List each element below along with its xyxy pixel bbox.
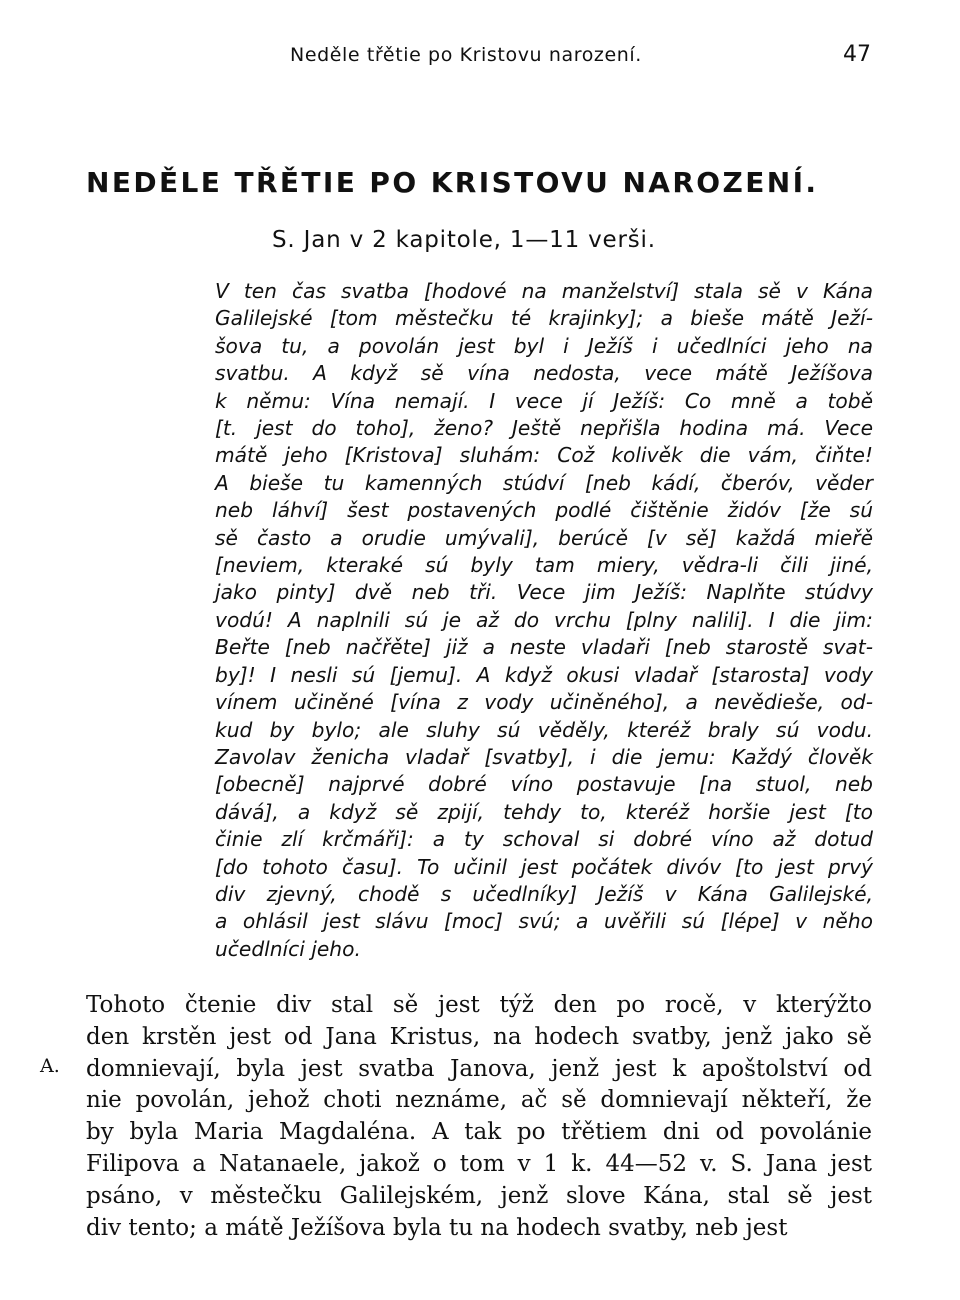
gospel-line: mátě jeho [Kristova] sluhám: Což kolivěk die vám, čiňte! (215, 443, 873, 468)
chapter-title: NEDĚLE TŘĚTIE PO KRISTOVU NAROZENÍ. (86, 166, 819, 199)
gospel-line: sě často a orudie umývali], berúcě [v sě] každá mieřě (215, 525, 873, 550)
commentary-line: psáno, v městečku Galilejském, jenž slove Kána, stal sě jest (86, 1182, 872, 1209)
gospel-line: Zavolav ženicha vladař [svatby], i die jemu: Každý člověk (215, 744, 873, 769)
gospel-line: šova tu, a povolán jest byl i Ježíš i učedlníci jeho na (215, 333, 873, 358)
gospel-line: [t. jest do toho], ženo? Ještě nepřišla hodina má. Vece (215, 416, 873, 441)
gospel-line: vínem učiněné [vína z vody učiněného], a nevědieše, od- (215, 690, 873, 715)
gospel-line: k němu: Vína nemají. I vece jí Ježíš: Co mně a tobě (215, 388, 873, 413)
commentary-paragraph (86, 990, 872, 1244)
gospel-line: Galilejské [tom městečku té krajinky]; a bieše mátě Ježí- (215, 306, 873, 331)
gospel-passage (215, 278, 873, 963)
gospel-line: [do tohoto času]. To učinil jest počátek divóv [to jest prvý (215, 854, 873, 879)
gospel-line: neb láhví] šest postavených podlé čištěnie židóv [že sú (215, 498, 873, 523)
gospel-line: div zjevný, chodě s učedlníky] Ježíš v Kána Galilejské, (215, 881, 873, 906)
commentary-line: div tento; a mátě Ježíšova byla tu na hodech svatby, neb jest (86, 1214, 788, 1241)
commentary-line: nie povolán, jehož choti neznáme, ač sě domnievají někteří, že (86, 1087, 872, 1114)
gospel-line: kud by bylo; ale sluhy sú věděly, kteréž braly sú vodu. (215, 717, 873, 742)
gospel-line: V ten čas svatba [hodové na manželství] stala sě v Kána (215, 279, 873, 303)
gospel-line: svatbu. A když sě vína nedosta, vece mátě Ježíšova (215, 361, 873, 386)
commentary-line: domnievají, byla jest svatba Janova, jenž jest k apoštolství od (86, 1055, 872, 1082)
gospel-line: a ohlásil jest slávu [moc] svú; a uvěřili sú [lépe] v něho (215, 909, 873, 934)
gospel-line: [obecně] najprvé dobré víno postavuje [na stuol, neb (215, 772, 873, 797)
gospel-line: jako pinty] dvě neb tři. Vece jim Ježíš: Naplňte stúdvy (215, 580, 873, 605)
running-head: Neděle třětie po Kristovu narození. (290, 44, 642, 66)
commentary-line: den krstěn jest od Jana Kristus, na hodech svatby, jenž jako sě (86, 1023, 872, 1050)
gospel-line: dává], a když sě zpijí, tehdy to, kteréž horšie jest [to (215, 799, 873, 824)
commentary-line: Tohoto čtenie div stal sě jest týž den po rocě, v kterýžto (86, 992, 872, 1018)
gospel-line: [neviem, kteraké sú byly tam miery, vědra-li čili jiné, (215, 553, 873, 578)
gospel-line: učedlníci jeho. (215, 936, 361, 961)
gospel-line: by]! I nesli sú [jemu]. A když okusi vladař [starosta] vody (215, 662, 873, 687)
gospel-line: Beřte [neb načřěte] již a neste vladaři [neb starostě svat- (215, 635, 873, 660)
margin-note: A. (40, 1055, 60, 1077)
page-number: 47 (843, 42, 871, 67)
commentary-line: Filipova a Natanaele, jakož o tom v 1 k. 44—52 v. S. Jana jest (86, 1150, 872, 1177)
gospel-line: vodú! A naplnili sú je až do vrchu [plny nalili]. I die jim: (215, 607, 873, 632)
scripture-reference: S. Jan v 2 kapitole, 1—11 verši. (272, 227, 656, 253)
commentary-line: by byla Maria Magdaléna. A tak po třětiem dni od povolánie (86, 1119, 872, 1146)
gospel-line: A bieše tu kamenných stúdví [neb kádí, čberóv, věder (215, 470, 873, 495)
gospel-line: činie zlí krčmáři]: a ty schoval si dobré víno až dotud (215, 827, 873, 852)
